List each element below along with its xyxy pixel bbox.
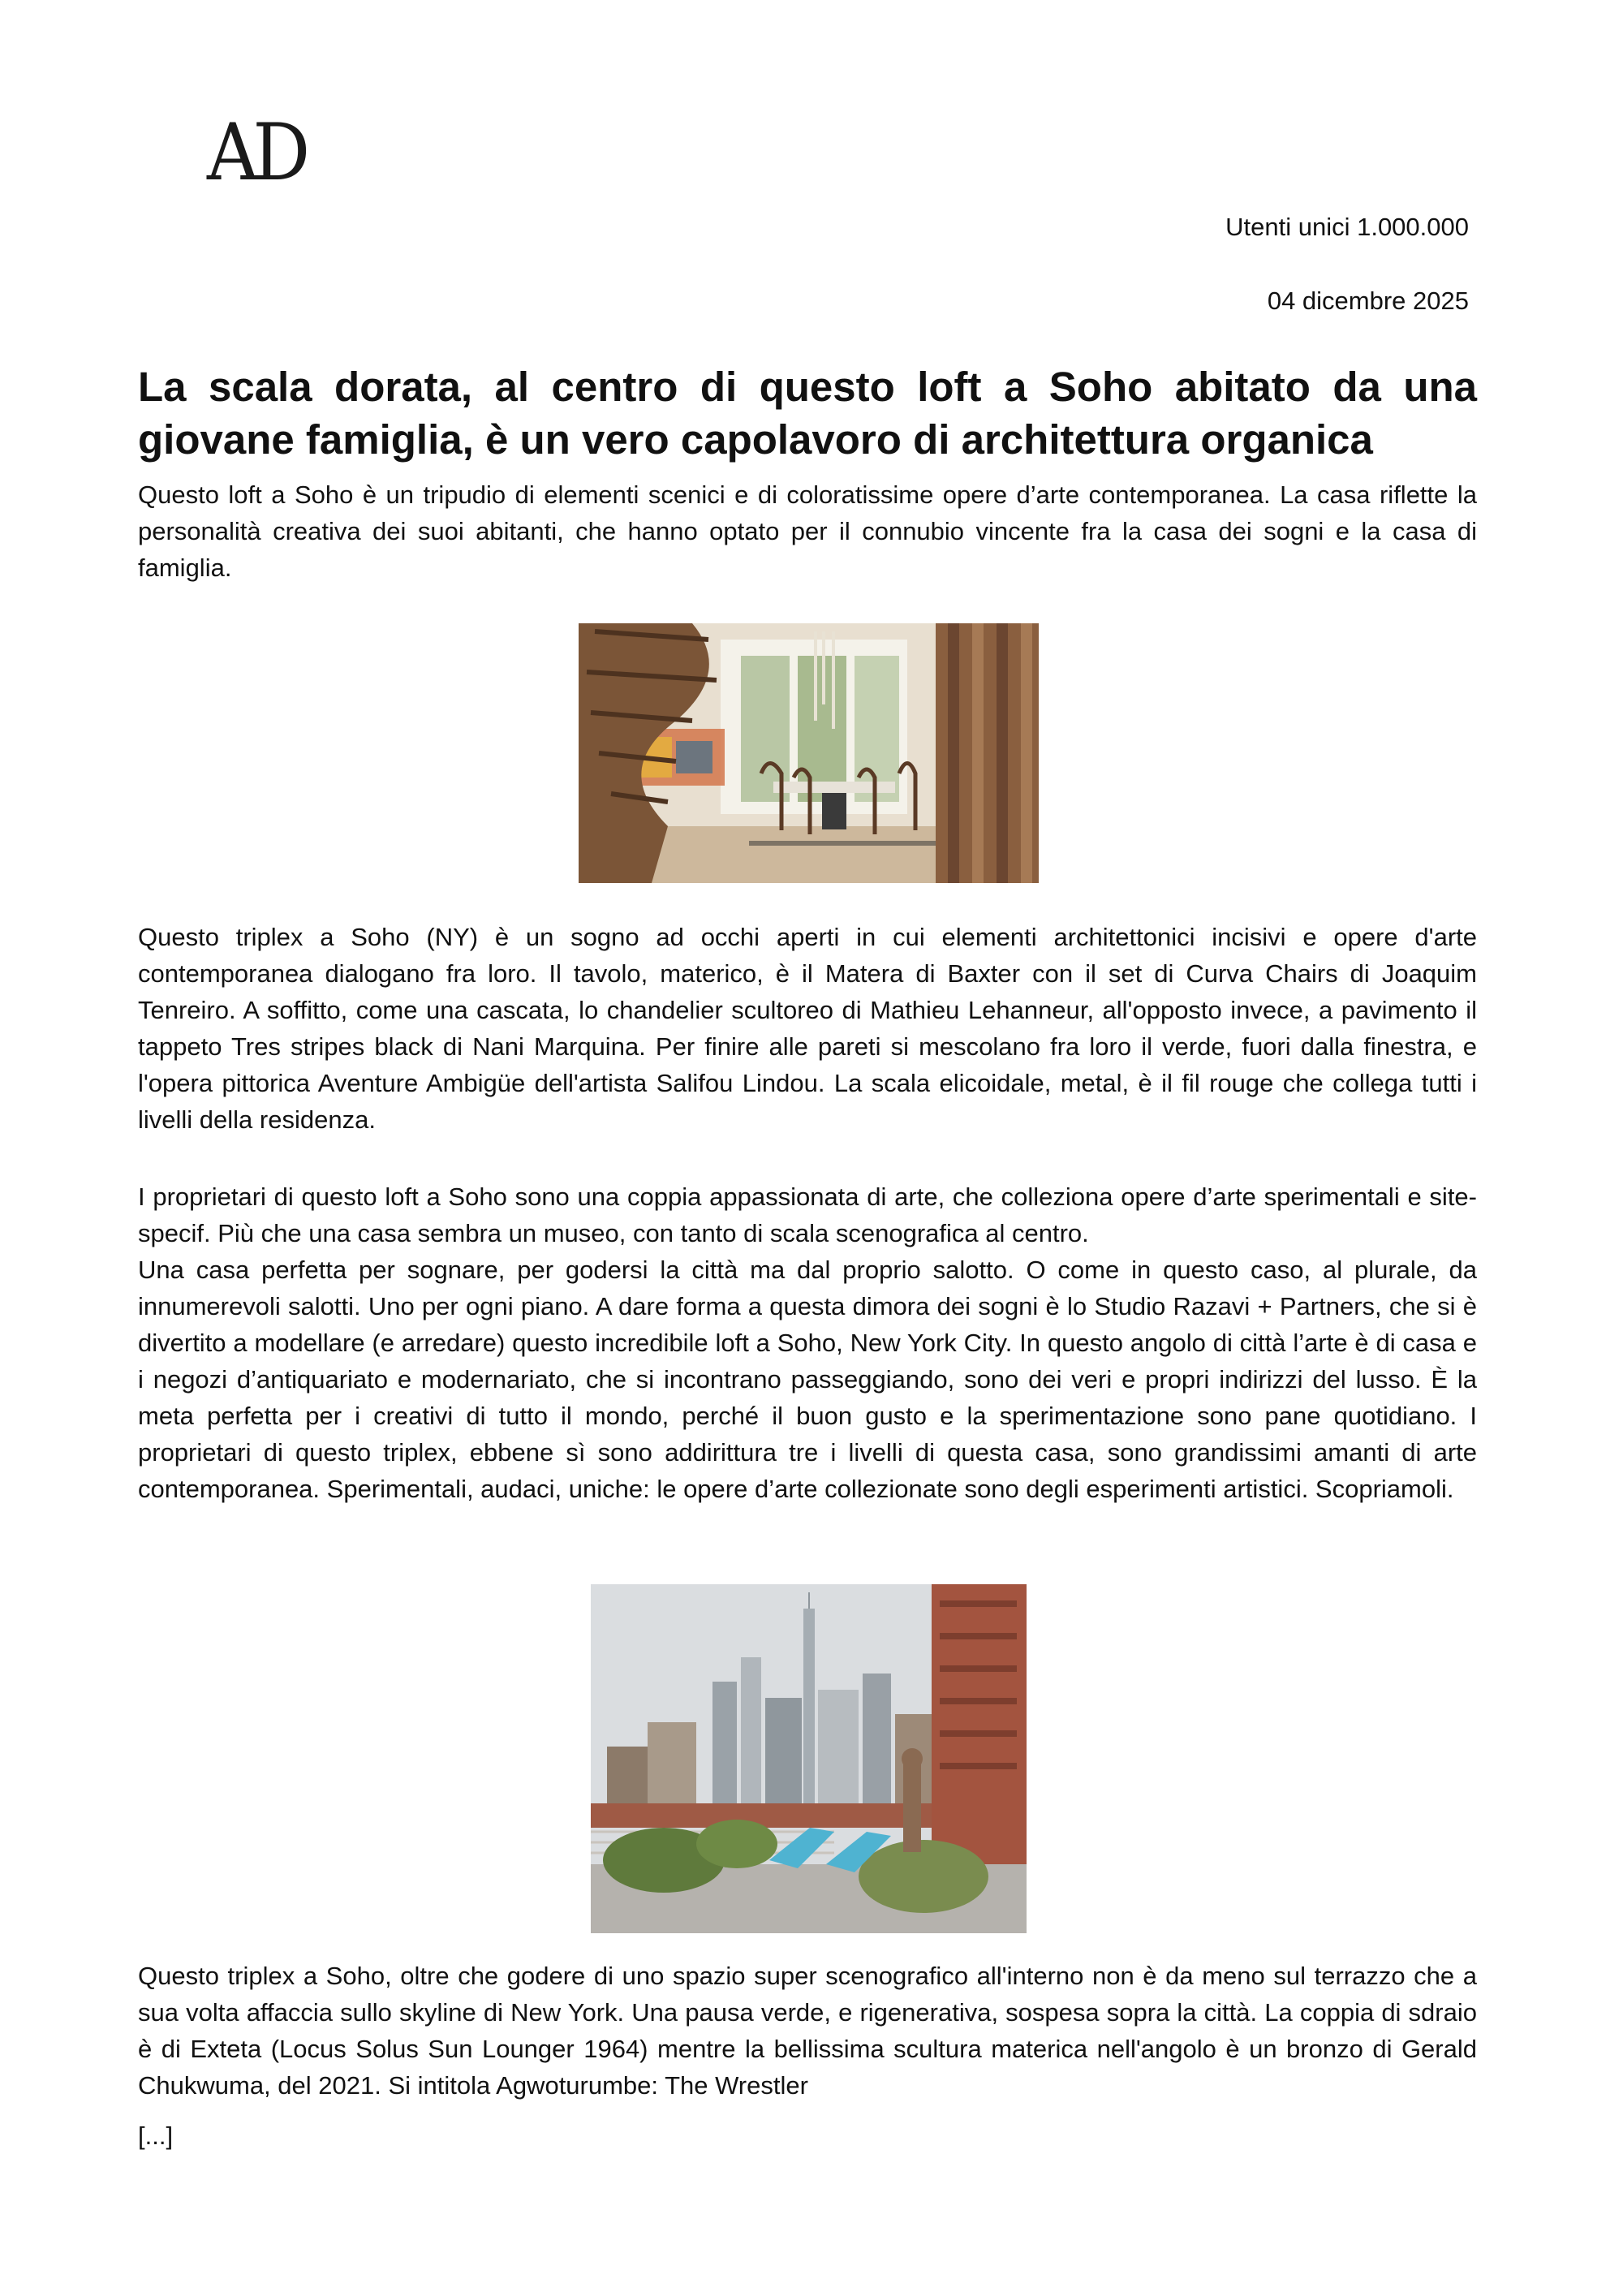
terrace-skyline-photo <box>591 1584 1027 1933</box>
terrace-skyline-illustration <box>591 1584 1027 1933</box>
paragraph-2-line-1: I proprietari di questo loft a Soho sono una coppia appassionata di arte, che colleziona opere d’arte sperimentali e site-specif. Più che una casa sembra un museo, con tanto di scala scenografica al centro. <box>138 1182 1477 1247</box>
article-intro: Questo loft a Soho è un tripudio di elementi scenici e di coloratissime opere d’arte contemporanea. La casa riflette la personalità creativa dei suoi abitanti, che hanno optato per il connubio vincente fra la casa dei sogni e la casa di famiglia. <box>138 480 1477 582</box>
publication-date: 04 dicembre 2025 <box>1267 286 1469 315</box>
continuation-ellipsis: [...] <box>138 2122 174 2150</box>
article-paragraph-2 <box>138 1178 1477 1507</box>
article-paragraph-4: Questo triplex a Soho, oltre che godere di uno spazio super scenografico all'interno non è da meno sul terrazzo che a sua volta affaccia sullo skyline di New York. Una pausa verde, e rigenerativa, sospesa sopra la città. La coppia di sdraio è di Exteta (Locus Solus Sun Lounger 1964) mentre la bellissima scultura materica nell'angolo è un bronzo di Gerald Chukwuma, del 2021. Si intitola Agwoturumbe: The Wrestler <box>138 1962 1477 2100</box>
staircase-dining-illustration <box>579 623 1039 883</box>
staircase-dining-photo <box>579 623 1039 883</box>
unique-users: Utenti unici 1.000.000 <box>1225 213 1469 241</box>
article-paragraph-1: Questo triplex a Soho (NY) è un sogno ad occhi aperti in cui elementi architettonici incisivi e opere d'arte contemporanea dialogano fra loro. Il tavolo, materico, è il Matera di Baxter con il set di Curva Chairs di Joaquim Tenreiro. A soffitto, come una cascata, lo chandelier scultoreo di Mathieu Lehanneur, all'opposto invece, a pavimento il tappeto Tres stripes black di Nani Marquina. Per finire alle pareti si mescolano fra loro il verde, fuori dalla finestra, e l'opera pittorica Aventure Ambigüe dell'artista Salifou Lindou. La scala elicoidale, metal, è il fil rouge che collega tutti i livelli della residenza. <box>138 923 1477 1134</box>
paragraph-2-line-2: Una casa perfetta per sognare, per godersi la città ma dal proprio salotto. O come in questo caso, al plurale, da innumerevoli salotti. Uno per ogni piano. A dare forma a questa dimora dei sogni è lo Studio Razavi + Partners, che si è divertito a modellare (e arredare) questo incredibile loft a Soho, New York City. In questo angolo di città l’arte è di casa e i negozi d’antiquariato e modernariato, che si incontrano passeggiando, sono dei veri e propri indirizzi del lusso. È la meta perfetta per i creativi di tutto il mondo, perché il buon gusto e la sperimentazione sono pane quotidiano. I proprietari di questo triplex, ebbene sì sono addirittura tre i livelli di questa casa, sono grandissimi amanti di arte contemporanea. Sperimentali, audaci, uniche: le opere d’arte collezionate sono degli esperimenti artistici. Scopriamoli. <box>138 1256 1477 1503</box>
ad-logo: AD <box>207 107 304 198</box>
article-title: La scala dorata, al centro di questo loft a Soho abitato da una giovane famiglia, è un vero capolavoro di architettura organica <box>138 364 1477 463</box>
